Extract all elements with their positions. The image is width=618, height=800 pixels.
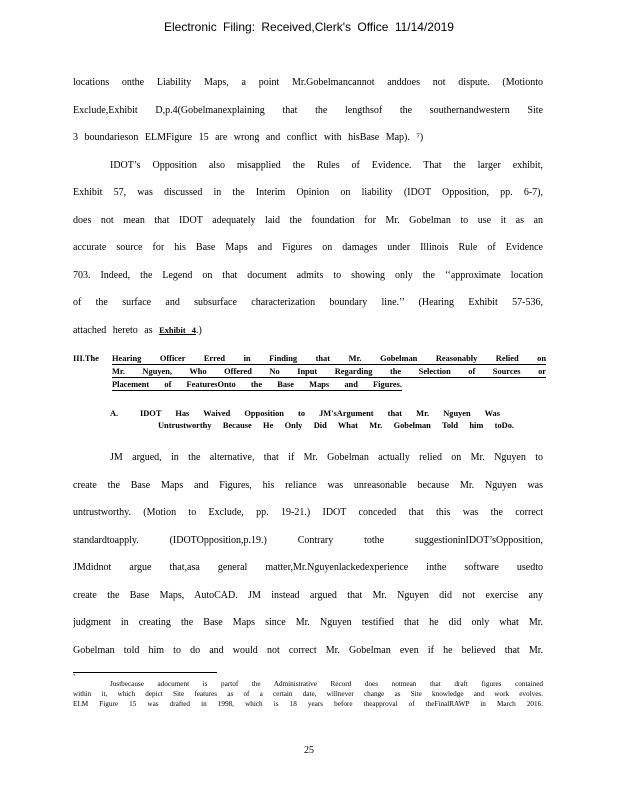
body-line-9: of the surface and subsurface characterization boundary line.’’ (Hearing Exhibit 57-536, [73, 297, 543, 308]
body-line-1: locations onthe Liability Maps, a point Mr.Gobelmancannot anddoes not dispute. (Motionto [73, 77, 543, 88]
heading-III-line-2: Mr. Nguyen, Who Offered No Input Regarding the Selection of Sources or [112, 367, 546, 376]
body-line-2: Exclude,Exhibit D,p.4(Gobelmanexplaining that the lengthsof the southernandwestern Site [73, 105, 543, 116]
footnote-line-2: within it, which depict Site features as of a certain date, willnever change as Site knowledge and work evolves. [73, 690, 543, 698]
body-line-5: Exhibit 57, was discussed in the Interim Opinion on liability (IDOT Opposition, pp. 6-7), [73, 187, 543, 198]
heading-III-line-1: Hearing Officer Erred in Finding that Mr. Gobelman Reasonably Relied on [112, 354, 546, 363]
body-line-17: judgment in creating the Base Maps since Mr. Nguyen testified that he did only what Mr. [73, 617, 543, 628]
footnote-separator [73, 672, 217, 673]
heading-A-line-2: Untrustworthy Because He Only Did What Mr. Gobelman Told him toDo. [158, 421, 514, 430]
exhibit-4-reference: Exhibit 4 [159, 326, 196, 335]
body-line-10-text: attached hereto as [73, 325, 153, 336]
exhibit-ref-tail: .) [195, 325, 202, 336]
heading-III-rule-1 [112, 364, 546, 365]
heading-III-line-3: Placement of FeaturesOnto the Base Maps and Figures. [112, 380, 402, 389]
body-line-14: standardtoapply. (IDOTOpposition,p.19.) Contrary tothe suggestioninIDOT’sOpposition, [73, 535, 543, 546]
body-line-4: IDOT’s Opposition also misapplied the Rules of Evidence. That the larger exhibit, [110, 160, 543, 171]
body-line-13: untrustworthy. (Motion to Exclude, pp. 19-21.) IDOT conceded that this was the correct [73, 507, 543, 518]
footnote-line-3: ELM Figure 15 was drafted in 1998, which is 18 years before theapproval of theFinalRAWP in March 2016. [73, 700, 543, 708]
heading-A-line-1: IDOT Has Waived Opposition to JM'sArgument that Mr. Nguyen Was [140, 409, 500, 418]
body-line-6: does not mean that IDOT adequately laid the foundation for Mr. Gobelman to use it as an [73, 215, 543, 226]
body-line-8: 703. Indeed, the Legend on that document admits to showing only the ‘‘approximate location [73, 270, 543, 281]
footnote-mark: ⁷ [73, 674, 76, 680]
heading-III-rule-2 [112, 377, 546, 378]
body-line-12: create the Base Maps and Figures, his reliance was unreasonable because Mr. Nguyen was [73, 480, 543, 491]
footnote-line-1: Justbecause adocument is partof the Administrative Record does notmean that draft figures contained [110, 680, 543, 688]
body-line-18: Gobelman told him to do and would not correct Mr. Gobelman even if he believed that Mr. [73, 645, 543, 656]
body-line-10 [73, 325, 543, 337]
body-line-16: create the Base Maps, AutoCAD. JM instead argued that Mr. Nguyen did not exercise any [73, 590, 543, 601]
efiling-header: Electronic Filing: Received,Clerk's Office 11/14/2019 [164, 20, 454, 34]
body-line-11: JM argued, in the alternative, that if Mr. Gobelman actually relied on Mr. Nguyen to [110, 452, 543, 463]
heading-III-label: III.The [73, 354, 99, 363]
heading-III-rule-3 [112, 390, 402, 391]
body-line-15: JMdidnot argue that,asa general matter,Mr.Nguyenlackedexperience inthe software usedto [73, 562, 543, 573]
body-line-3: 3 boundarieson ELMFigure 15 are wrong and conflict with hisBase Map). ⁷) [73, 132, 424, 143]
heading-A-label: A. [110, 409, 119, 418]
page-number: 25 [304, 745, 314, 756]
body-line-7: accurate source for his Base Maps and Figures on damages under Illinois Rule of Evidence [73, 242, 543, 253]
